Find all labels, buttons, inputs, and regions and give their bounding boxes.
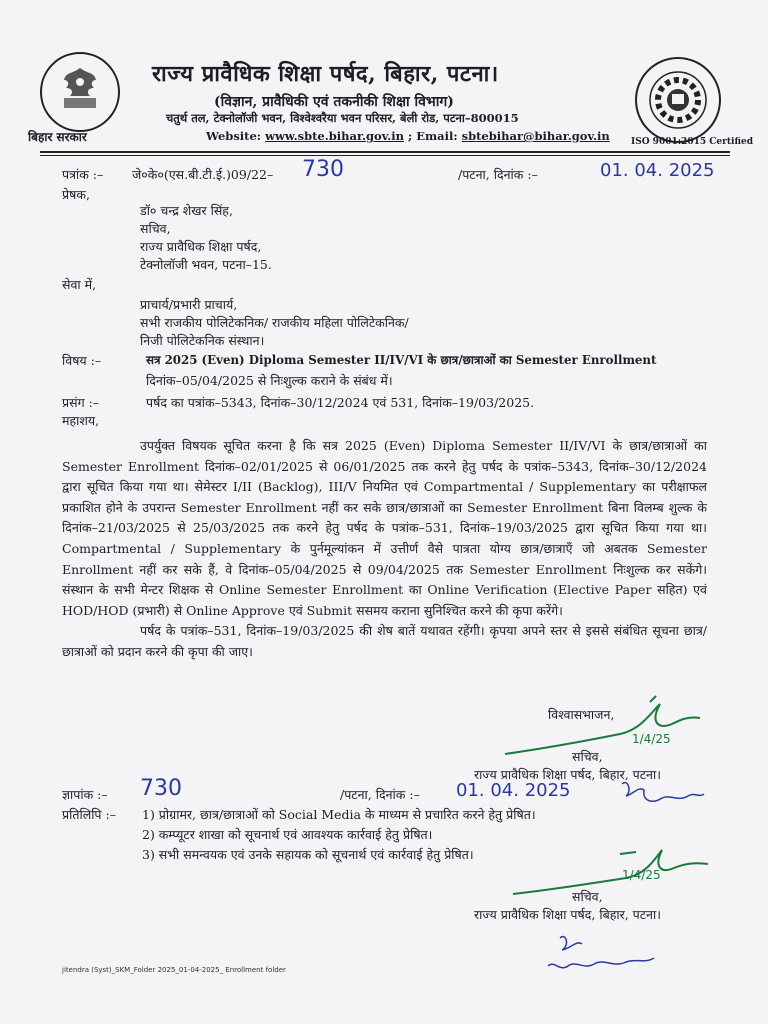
copy-item: 2) कम्प्यूटर शाखा को सूचनार्थ एवं आवश्यक कार्रवाई हेतु प्रेषित। (142, 827, 433, 842)
ref-label: पत्रांक :– (62, 167, 104, 182)
signature-date-handwritten: 1/4/25 (632, 732, 671, 746)
website-prefix: Website: (206, 129, 266, 143)
sender-line: सचिव, (140, 221, 171, 236)
file-path-note: jitendra (Syst)_SKM_Folder 2025_01-04-2025_ Enrollment folder (62, 966, 286, 974)
copy-label: प्रतिलिपि :– (62, 807, 116, 822)
salutation: महाशय, (62, 413, 100, 428)
sender-label: प्रेषक, (62, 187, 90, 202)
memo-date-handwritten: 01. 04. 2025 (456, 780, 571, 801)
recipient-line: प्राचार्य/प्रभारी प्राचार्य, (140, 297, 238, 312)
memo-number-handwritten: 730 (140, 776, 182, 801)
ref-text: जे०के०(एस.बी.टी.ई.)09/22– (132, 167, 274, 182)
sender-line: डॉ० चन्द्र शेखर सिंह, (140, 203, 233, 218)
sbte-seal-icon (634, 56, 722, 144)
body-paragraph: पर्षद के पत्रांक–531, दिनांक–19/03/2025 की शेष बातें यथावत रहेंगी। कृपया अपने स्तर से इससे संबंधित सूचना छात्र/छात्राओं को प्रदान करने की कृपा की जाए। (62, 623, 707, 659)
date-handwritten: 01. 04. 2025 (600, 160, 715, 181)
signature-mark (508, 842, 718, 902)
letter-body (62, 436, 707, 663)
subject-label: विषय :– (62, 353, 102, 368)
header-divider-thin (40, 155, 730, 156)
signatory-title: सचिव, (572, 749, 603, 764)
reference-label: प्रसंग :– (62, 395, 100, 410)
sender-line: राज्य प्रावैधिक शिक्षा पर्षद, (140, 239, 262, 254)
email-link[interactable]: sbtebihar@bihar.gov.in (461, 129, 610, 143)
header-divider (40, 151, 730, 153)
signatory-title: सचिव, (572, 889, 603, 904)
org-title: राज्य प्रावैधिक शिक्षा पर्षद, बिहार, पटना। (152, 61, 499, 87)
signature-mark (500, 694, 715, 764)
email-prefix: ; Email: (403, 129, 462, 143)
recipient-line: सभी राजकीय पोलिटेकनिक/ राजकीय महिला पोलिटेकनिक/ (140, 315, 409, 330)
memo-label: ज्ञापांक :– (62, 787, 108, 802)
org-department: (विज्ञान, प्रावैधिकी एवं तकनीकी शिक्षा विभाग) (214, 94, 454, 110)
to-label: सेवा में, (62, 277, 97, 292)
initials-mark (618, 774, 708, 814)
website-link[interactable]: www.sbte.bihar.gov.in (265, 129, 404, 143)
reference-text: पर्षद का पत्रांक–5343, दिनांक–30/12/2024 एवं 531, दिनांक–19/03/2025. (146, 395, 535, 410)
signatory-org: राज्य प्रावैधिक शिक्षा पर्षद, बिहार, पटना। (474, 767, 661, 782)
closing: विश्वासभाजन, (548, 707, 615, 722)
body-paragraph: उपर्युक्त विषयक सूचित करना है कि सत्र 2025 (Even) Diploma Semester II/IV/VI के छात्र/छात्राओं का Semester Enrollment दिनांक–02/01/2025 से 06/01/2025 तक करने हेतु पर्षद के पत्रांक–5343, दिनांक–30/12/2024 द्वारा सूचित किया गया था। सेमेस्टर I/II (Backlog), III/V नियमित एवं Compartmental / Supplementary का परीक्षाफल प्रकाशित होने के उपरान्त Semester Enrollment नहीं कर सके छात्र/छात्राओं का Semester Enrollment बिना विलम्ब शुल्क के दिनांक–21/03/2025 से 25/03/2025 तक करने हेतु पर्षद के पत्रांक–531, दिनांक–19/03/2025 द्वारा सूचित किया गया था। Compartmental / Supplementary के पुर्नमूल्यांकन में उत्तीर्ण वैसे पात्रता योग्य छात्र/छात्राएँ जो अबतक Semester Enrollment नहीं कर सके हैं, वे दिनांक–05/04/2025 से 09/04/2025 तक Semester Enrollment निःशुल्क कर सकेंगे। संस्थान के सभी मेन्टर शिक्षक से Online Semester Enrollment का Online Verification (Elective Paper सहित) एवं HOD/HOD (प्रभारी) से Online Approve एवं Submit ससमय कराना सुनिश्चित करने की कृपा करेंगे। (62, 438, 707, 618)
recipient-line: निजी पोलिटेकनिक संस्थान। (140, 333, 265, 348)
subject-line: सत्र 2025 (Even) Diploma Semester II/IV/VI के छात्र/छात्राओं का Semester Enrollment (146, 353, 657, 367)
bihar-emblem-icon (40, 52, 120, 132)
iso-certification: ISO 9001:2015 Certified (631, 137, 754, 147)
initials-mark (540, 926, 660, 978)
sender-line: टेक्नोलॉजी भवन, पटना–15. (140, 257, 272, 272)
copy-item: 3) सभी समन्वयक एवं उनके सहायक को सूचनार्थ एवं कार्रवाई हेतु प्रेषित। (142, 847, 474, 862)
org-address: चतुर्थ तल, टेक्नोलॉजी भवन, विश्वेश्वरैया भवन परिसर, बेली रोड, पटना–800015 (166, 111, 519, 125)
signature-date-handwritten: 1/4/25 (622, 868, 661, 882)
ref-number-handwritten: 730 (302, 157, 344, 182)
signatory-org: राज्य प्रावैधिक शिक्षा पर्षद, बिहार, पटना। (474, 907, 661, 922)
date-label: /पटना, दिनांक :– (458, 167, 538, 182)
subject-line: दिनांक–05/04/2025 से निःशुल्क कराने के संबंध में। (146, 373, 393, 388)
emblem-label: बिहार सरकार (28, 130, 87, 144)
memo-date-label: /पटना, दिनांक :– (340, 787, 420, 802)
copy-item: 1) प्रोग्रामर, छात्र/छात्राओं को Social Media के माध्यम से प्रचारित करने हेतु प्रेषित। (142, 807, 536, 822)
org-contact (206, 129, 610, 143)
